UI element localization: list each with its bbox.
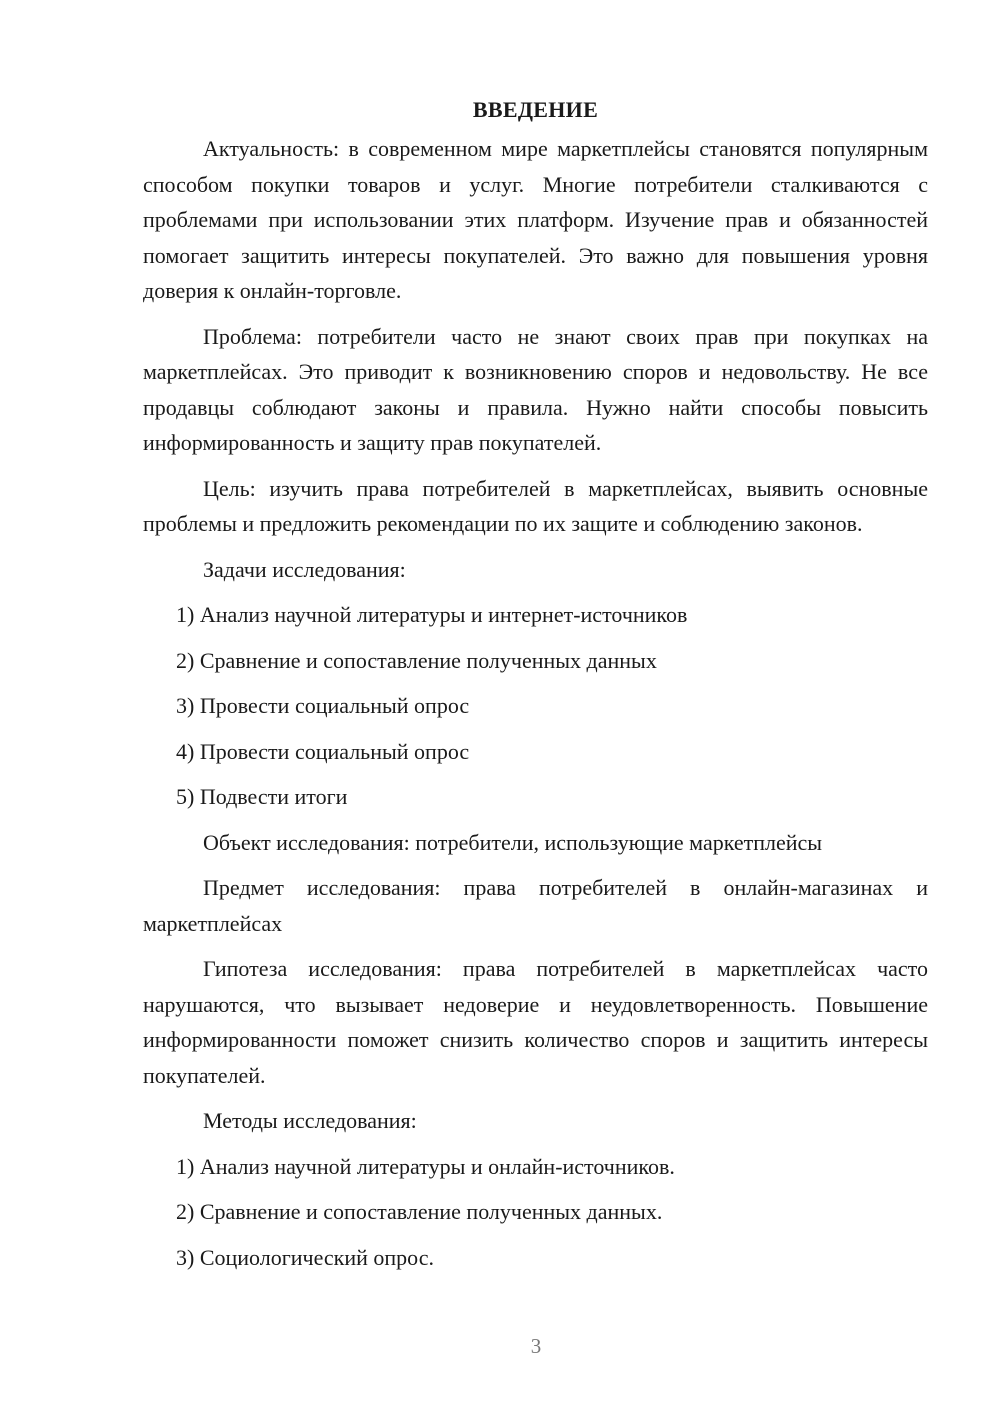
list-item: 1) Анализ научной литературы и интернет-источников bbox=[176, 602, 688, 627]
goal-paragraph: Цель: изучить права потребителей в маркетплейсах, выявить основные проблемы и предложить рекомендации по их защите и соблюдению законов. bbox=[143, 475, 928, 536]
object-line: Объект исследования: потребители, использующие маркетплейсы bbox=[203, 829, 823, 855]
list-item: 4) Провести социальный опрос bbox=[176, 738, 470, 764]
list-item: 3) Провести социальный опрос bbox=[176, 693, 470, 718]
list-item: 5) Подвести итоги bbox=[176, 784, 348, 809]
methods-heading: Методы исследования: bbox=[203, 1108, 417, 1133]
list-item: 2) Сравнение и сопоставление полученных данных. bbox=[176, 1199, 663, 1224]
relevance-paragraph: Актуальность: в современном мире маркетплейсы становятся популярным способом покупки товаров и услуг. Многие потребители сталкиваются с проблемами при использовании этих платформ. Изучение прав и обязанностей помогает защитить интересы покупателей. Это важно для повышения уровня доверия к онлайн-торговле. bbox=[143, 136, 928, 303]
methods-list bbox=[143, 1149, 928, 1276]
problem-paragraph: Проблема: потребители часто не знают своих прав при покупках на маркетплейсах. Это приводит к возникновению споров и недовольству. Не все продавцы соблюдают законы и правила. Нужно найти способы повысить информированность и защиту прав покупателей. bbox=[143, 323, 928, 455]
list-item: 1) Анализ научной литературы и онлайн-источников. bbox=[176, 1153, 675, 1179]
list-item: 3) Социологический опрос. bbox=[176, 1244, 434, 1270]
list-item: 2) Сравнение и сопоставление полученных данных bbox=[176, 647, 657, 673]
tasks-heading: Задачи исследования: bbox=[203, 556, 406, 582]
page-number: 3 bbox=[530, 1334, 542, 1358]
subject-paragraph: Предмет исследования: права потребителей в онлайн-магазинах и маркетплейсах bbox=[143, 875, 928, 936]
page-title: ВВЕДЕНИЕ bbox=[472, 97, 599, 122]
tasks-list bbox=[143, 597, 928, 815]
document-page bbox=[143, 95, 928, 1285]
hypothesis-paragraph: Гипотеза исследования: права потребителей в маркетплейсах часто нарушаются, что вызывает недоверие и неудовлетворенность. Повышение информированности поможет снизить количество споров и защитить интересы покупателей. bbox=[143, 956, 928, 1088]
